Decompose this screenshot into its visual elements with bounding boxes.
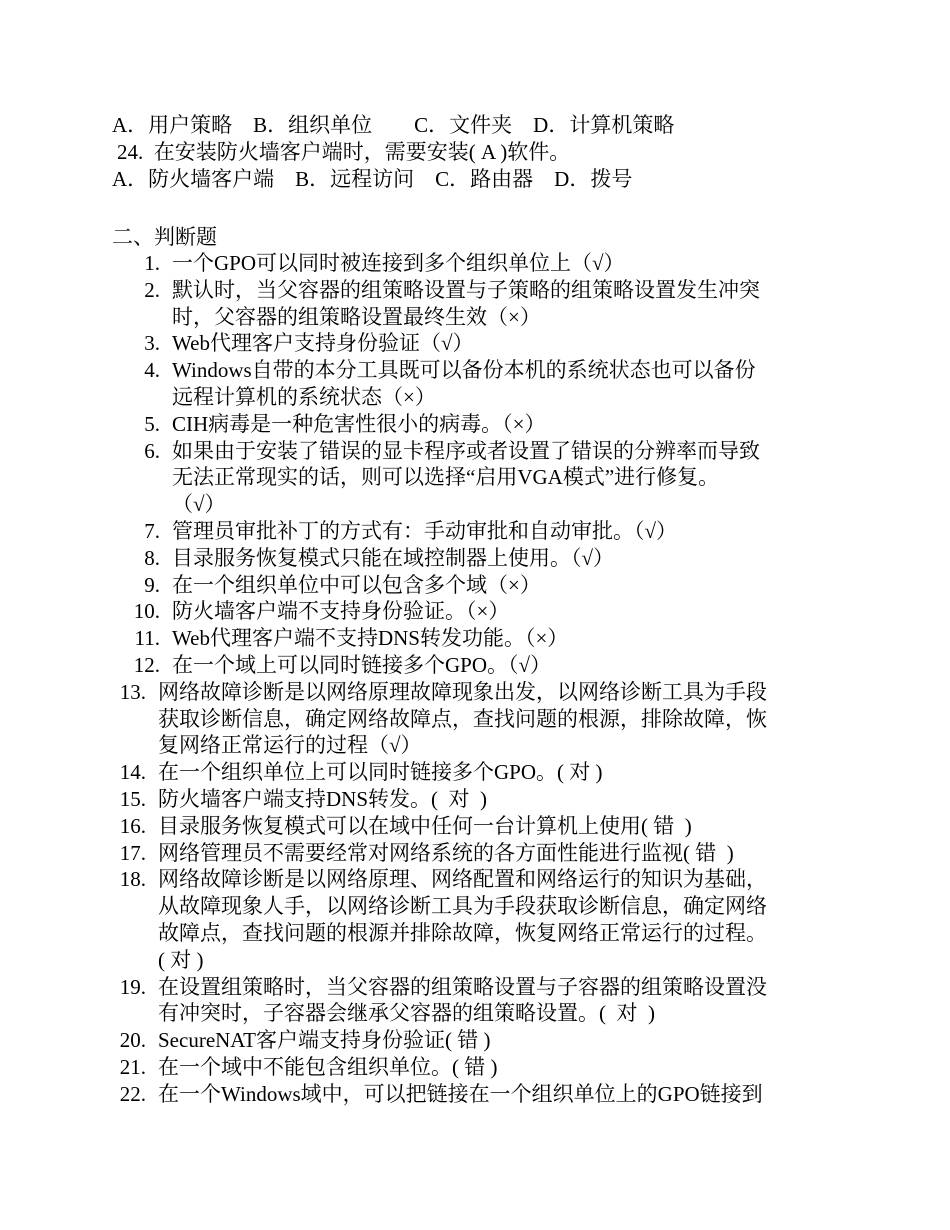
item-text-line: 防火墙客户端支持DNS转发。( 对 )	[158, 787, 487, 811]
item-number: 15.	[119, 787, 146, 811]
item-text-line: 一个GPO可以同时被连接到多个组织单位上（√）	[172, 251, 625, 275]
item-number: 20.	[119, 1028, 146, 1053]
item-number: 7.	[144, 519, 160, 543]
item-text-line: 网络故障诊断是以网络原理故障现象出发，以网络诊断工具为手段	[158, 679, 767, 704]
item-text-line: 在设置组策略时，当父容器的组策略设置与子容器的组策略设置没	[158, 974, 767, 999]
item-number: 10.	[133, 599, 160, 624]
item-number: 8.	[144, 545, 160, 570]
item-text-line: 故障点，查找问题的根源并排除故障，恢复网络正常运行的过程。	[158, 921, 767, 945]
item-number: 13.	[119, 679, 146, 704]
item-number: 2.	[144, 277, 160, 302]
item-text-line: Windows自带的本分工具既可以备份本机的系统状态也可以备份	[172, 358, 756, 383]
item-number: 11.	[134, 626, 160, 651]
item-number: 22.	[119, 1081, 146, 1106]
item-text-line: 在一个域上可以同时链接多个GPO。（√）	[172, 653, 552, 677]
item-text-line: 在一个Windows域中，可以把链接在一个组织单位上的GPO链接到	[158, 1081, 763, 1106]
item-number: 12.	[133, 653, 160, 677]
section-title: 二、判断题	[112, 225, 217, 249]
item-text-line: 网络故障诊断是以网络原理、网络配置和网络运行的知识为基础，	[158, 867, 767, 892]
item-text-line: 防火墙客户端不支持身份验证。（×）	[172, 599, 510, 624]
q24-options: A．防火墙客户端 B．远程访问 C．路由器 D．拨号	[112, 167, 633, 191]
item-text-line: 获取诊断信息，确定网络故障点，查找问题的根源，排除故障，恢	[158, 706, 767, 731]
item-text-line: 目录服务恢复模式可以在域中任何一台计算机上使用( 错 )	[158, 813, 692, 838]
item-text-line: 管理员审批补丁的方式有：手动审批和自动审批。（√）	[172, 519, 678, 543]
item-text-line: 在一个组织单位中可以包含多个域（×）	[172, 572, 541, 597]
item-text-line: 在一个组织单位上可以同时链接多个GPO。( 对 )	[158, 760, 603, 785]
item-number: 3.	[144, 331, 160, 356]
item-number: 18.	[119, 867, 146, 892]
item-text-line: （√）	[172, 492, 226, 517]
q23-options: A．用户策略 B．组织单位 C．文件夹 D．计算机策略	[112, 113, 675, 137]
q24-question: 24. 在安装防火墙客户端时，需要安装( A )软件。	[117, 140, 571, 164]
item-text-line: CIH病毒是一种危害性很小的病毒。（×）	[172, 411, 546, 436]
item-text-line: 复网络正常运行的过程（√）	[158, 733, 422, 758]
item-text-line: Web代理客户端不支持DNS转发功能。（×）	[172, 626, 569, 651]
item-text-line: 如果由于安装了错误的显卡程序或者设置了错误的分辨率而导致	[172, 438, 760, 463]
item-number: 5.	[144, 411, 160, 436]
item-text-line: 有冲突时，子容器会继承父容器的组策略设置。( 对 )	[158, 1001, 655, 1026]
item-number: 14.	[119, 760, 146, 785]
item-text-line: 无法正常现实的话，则可以选择“启用VGA模式”进行修复。	[172, 465, 720, 490]
item-text-line: Web代理客户支持身份验证（√）	[172, 331, 474, 356]
item-text-line: 从故障现象人手，以网络诊断工具为手段获取诊断信息，确定网络	[158, 894, 767, 919]
item-text-line: 网络管理员不需要经常对网络系统的各方面性能进行监视( 错 )	[158, 840, 734, 865]
item-text-line: 默认时，当父容器的组策略设置与子策略的组策略设置发生冲突	[172, 277, 760, 302]
item-text-line: 在一个域中不能包含组织单位。( 错 )	[158, 1055, 498, 1079]
item-text-line: 远程计算机的系统状态（×）	[172, 385, 436, 409]
item-number: 9.	[144, 572, 160, 597]
item-number: 21.	[119, 1055, 146, 1079]
item-text-line: 目录服务恢复模式只能在域控制器上使用。（√）	[172, 545, 615, 570]
item-number: 16.	[119, 813, 146, 838]
item-number: 6.	[144, 438, 160, 463]
item-number: 17.	[119, 840, 146, 865]
item-number: 19.	[119, 974, 146, 999]
item-text-line: ( 对 )	[158, 947, 204, 972]
item-number: 1.	[144, 251, 160, 275]
item-text-line: 时，父容器的组策略设置最终生效（×）	[172, 304, 541, 329]
item-text-line: SecureNAT客户端支持身份验证( 错 )	[158, 1028, 491, 1053]
item-number: 4.	[144, 358, 160, 383]
